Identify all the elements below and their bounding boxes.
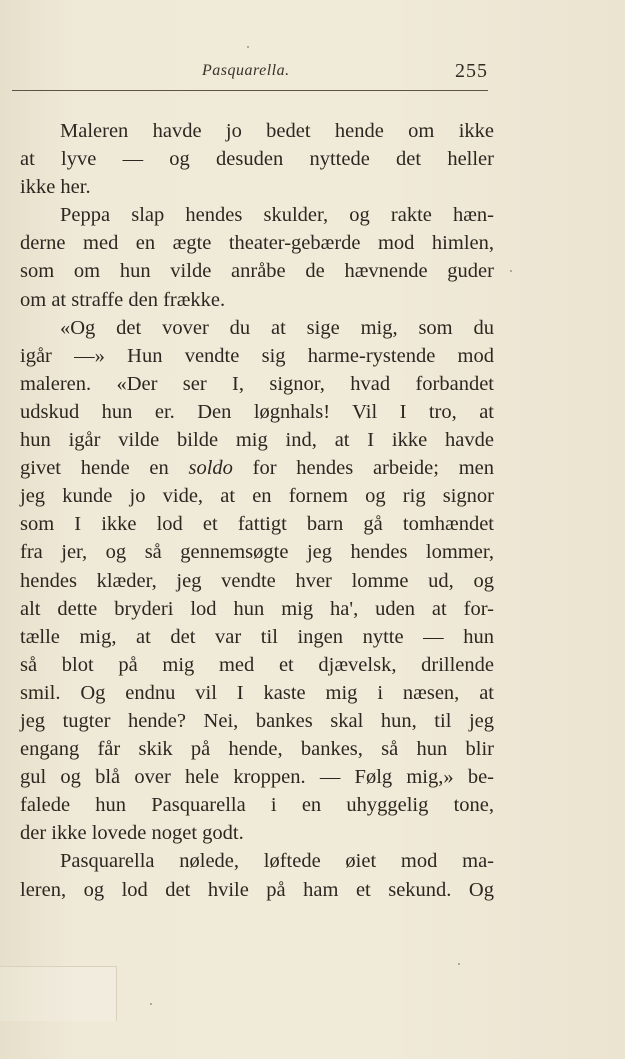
page-number: 255: [455, 60, 488, 82]
text-line: leren, og lod det hvile på ham et sekund. Og: [20, 878, 494, 901]
text-line: udskud hun er. Den løgnhals! Vil I tro, at: [20, 400, 494, 423]
text-line: som I ikke lod et fattigt barn gå tomhændet: [20, 513, 494, 536]
text-line: fra jer, og så gennemsøgte jeg hendes lommer,: [20, 541, 494, 564]
text-line: Peppa slap hendes skulder, og rakte hæn-: [60, 204, 494, 227]
running-title: Pasquarella.: [202, 62, 290, 79]
text-line: der ikke lovede noget godt.: [20, 822, 244, 845]
paper-speck: [150, 1003, 152, 1005]
text-segment: givet hende en: [20, 457, 189, 480]
text-line: Pasquarella nølede, løftede øiet mod ma-: [60, 850, 494, 873]
text-line: tælle mig, at det var til ingen nytte — hun: [20, 625, 494, 648]
body-text: [20, 117, 494, 904]
text-line: at lyve — og desuden nyttede det heller: [20, 148, 494, 171]
text-line: falede hun Pasquarella i en uhyggelig tone,: [20, 794, 494, 817]
paper-speck: [510, 270, 512, 272]
text-line: om at straffe den frække.: [20, 288, 226, 311]
paper-speck: [458, 963, 460, 965]
italic-word: soldo: [188, 457, 233, 480]
text-line: engang får skik på hende, bankes, så hun blir: [20, 738, 494, 761]
text-line: hun igår vilde bilde mig ind, at I ikke havde: [20, 429, 494, 452]
page-header: [12, 56, 488, 96]
text-line: gul og blå over hele kroppen. — Følg mig,» be-: [20, 766, 494, 789]
paper-mark: [0, 966, 117, 1021]
text-line: [20, 454, 494, 482]
text-line: derne med en ægte theater-gebærde mod himlen,: [20, 232, 494, 255]
text-line: «Og det vover du at sige mig, som du: [60, 316, 494, 339]
text-line: Maleren havde jo bedet hende om ikke: [60, 120, 494, 142]
text-line: jeg kunde jo vide, at en fornem og rig signor: [20, 485, 494, 508]
text-line: maleren. «Der ser I, signor, hvad forbandet: [20, 372, 494, 395]
text-line: hendes klæder, jeg vendte hver lomme ud, og: [20, 569, 494, 592]
text-line: igår —» Hun vendte sig harme-rystende mod: [20, 344, 494, 367]
text-line: ikke her.: [20, 176, 91, 199]
text-segment: for hendes arbeide; men: [232, 457, 494, 480]
text-line: alt dette bryderi lod hun mig ha', uden at for-: [20, 597, 494, 620]
header-rule: [12, 90, 488, 91]
text-line: smil. Og endnu vil I kaste mig i næsen, at: [20, 681, 494, 704]
text-line: jeg tugter hende? Nei, bankes skal hun, til jeg: [20, 709, 494, 732]
text-line: så blot på mig med et djævelsk, drillende: [20, 653, 494, 676]
text-line: som om hun vilde anråbe de hævnende guder: [20, 260, 494, 283]
paper-speck: [247, 46, 249, 48]
